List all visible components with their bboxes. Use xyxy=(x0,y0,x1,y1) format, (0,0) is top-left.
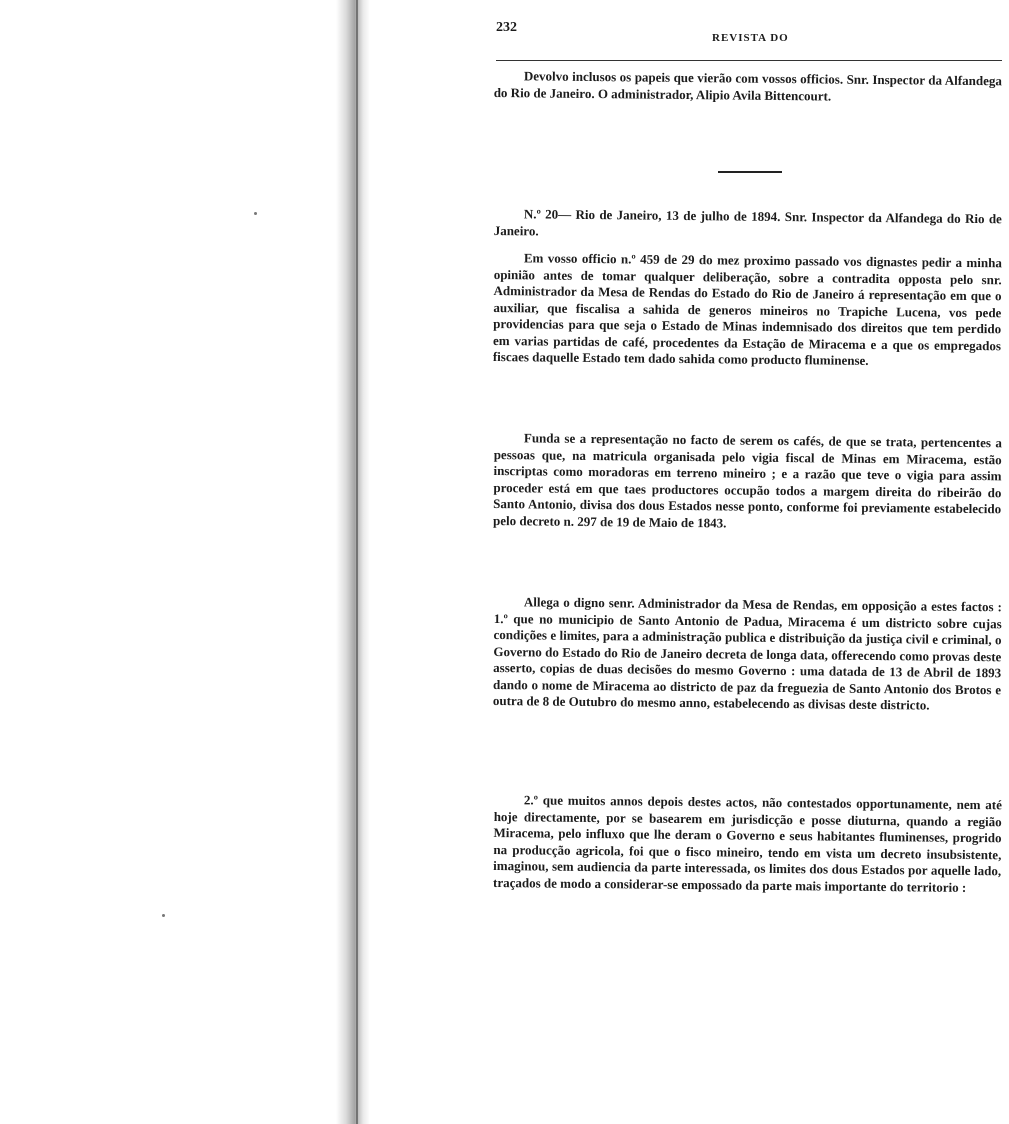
paragraph-letter-heading: N.º 20— Rio de Janeiro, 13 de julho de 1894. Snr. Inspector da Alfandega do Rio de Janeiro. xyxy=(493,206,1002,238)
paragraph-body-3: Allega o digno senr. Administrador da Mesa de Rendas, em opposição a estes factos : 1.º que no municipio de Santo Antonio de Padua, Miracema é um districto sobre cujas condições e limites, para a administração publica e distribuição da justiça civil e criminal, o Governo do Estado do Rio de Janeiro decreta de longa data, offerecendo como provas deste asserto, copias de duas decisões do mesmo Governo : uma datada de 13 de Abril de 1893 dando o nome de Miracema ao districto de paz da freguezia de Santo Antonio dos Brotos e outra de 8 de Outubro do mesmo anno, estabelecendo as divisas deste districto. xyxy=(492,594,1002,713)
paragraph-body-4: 2.º que muitos annos depois destes actos, não contestados opportunamente, nem até hoje directamente, por se basearem em jurisdicção e posse diuturna, quando a região Miracema, pelo influxo que lhe deram o Governo e seus habitantes fluminenses, progrido na producção agricola, foi que o fisco mineiro, tendo em vista um decreto insubsistente, imaginou, sem audiencia da parte interessada, os limites dos dous Estados por aquelle lado, traçados de modo a considerar-se empossado da parte mais importante do territorio : xyxy=(492,792,1002,895)
section-divider xyxy=(718,171,782,173)
scan-speck xyxy=(254,212,257,215)
header-rule xyxy=(496,60,1002,61)
running-head: REVISTA DO xyxy=(712,32,789,44)
book-gutter-line xyxy=(356,0,358,1124)
paragraph-body-1: Em vosso officio n.º 459 de 29 do mez proximo passado vos dignastes pedir a minha opinião antes de tomar qualquer deliberação, sobre a contradita opposta pelo snr. Administrador da Mesa de Rendas do Estado do Rio de Janeiro á representação em que o auxiliar, que fiscalisa a sahida de generos mineiros no Trapiche Lucena, vos pede providencias para que seja o Estado de Minas indemnisado dos direitos que tem perdido em varias partidas de café, procedentes da Estação de Miracema e a que os empregados fiscaes daquelle Estado tem dado sahida como producto fluminense. xyxy=(492,250,1002,368)
paragraph-closing-letter: Devolvo inclusos os papeis que vierão com vossos officios. Snr. Inspector da Alfandega do Rio de Janeiro. O administrador, Alipio Avila Bittencourt. xyxy=(493,68,1002,104)
scan-speck xyxy=(162,914,165,917)
paragraph-body-2: Funda se a representação no facto de serem os cafés, de que se trata, pertencentes a pessoas que, na matricula organisada pelo vigia fiscal de Minas em Miracema, estão inscriptas como moradoras em terreno mineiro ; e a razão que teve o vigia para assim proceder está em que taes productores occupão todos a margem direita do ribeirão do Santo Antonio, divisa dos dous Estados nesse ponto, conforme foi previamente estabelecido pelo decreto n. 297 de 19 de Maio de 1843. xyxy=(492,430,1002,530)
page-header xyxy=(496,20,1002,54)
page-number: 232 xyxy=(496,20,517,35)
book-binding-shadow xyxy=(336,0,370,1124)
